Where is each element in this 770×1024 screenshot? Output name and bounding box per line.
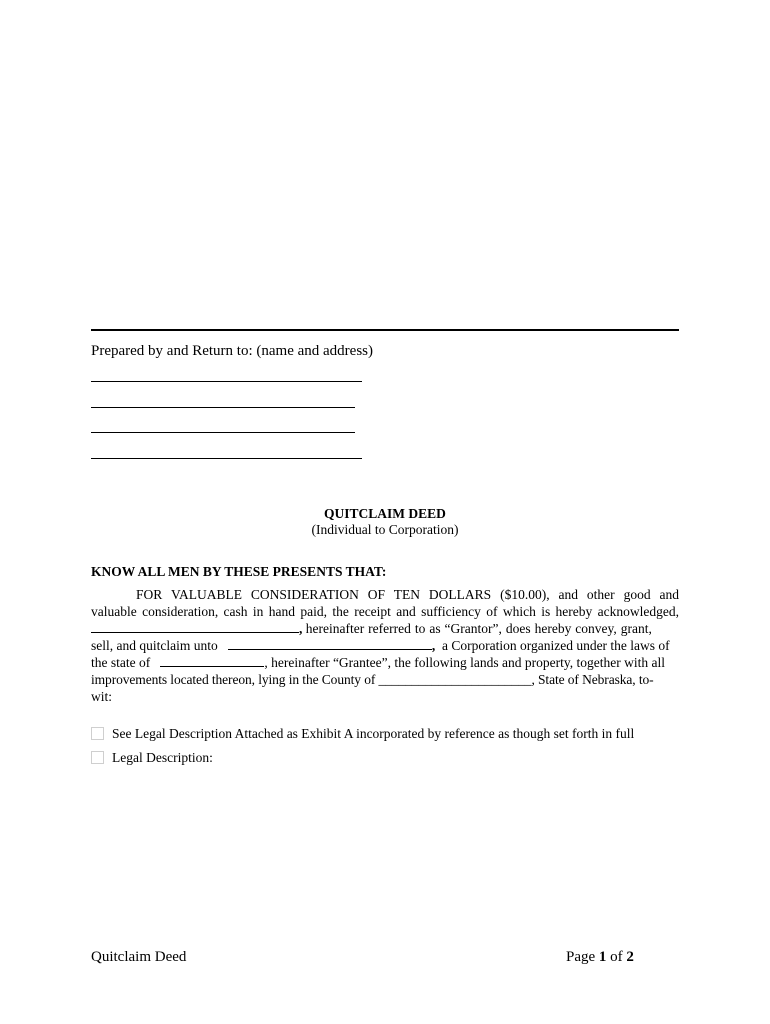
address-line-2[interactable] bbox=[91, 407, 355, 408]
document-title: QUITCLAIM DEED bbox=[324, 506, 446, 521]
footer-document-name: Quitclaim Deed bbox=[91, 949, 187, 965]
address-line-1[interactable] bbox=[91, 381, 362, 382]
body-line-2: valuable consideration, cash in hand paid, the receipt and sufficiency of which is hereby acknowledged, bbox=[91, 604, 679, 619]
footer-page-number: Page 1 of 2 bbox=[566, 949, 634, 965]
body-line-7: wit: bbox=[91, 689, 113, 704]
document-subtitle: (Individual to Corporation) bbox=[311, 522, 459, 537]
exhibit-option bbox=[91, 725, 634, 742]
exhibit-option-label: See Legal Description Attached as Exhibit A incorporated by reference as though set forth in full bbox=[112, 726, 635, 741]
legal-description-option bbox=[91, 749, 213, 766]
exhibit-checkbox[interactable] bbox=[91, 727, 104, 740]
body-line-4: sell, and quitclaim unto , a Corporation organized under the laws of bbox=[91, 638, 670, 653]
legal-description-checkbox[interactable] bbox=[91, 751, 104, 764]
header-rule bbox=[91, 329, 679, 331]
grantee-name-field[interactable] bbox=[228, 638, 432, 650]
intro-heading: KNOW ALL MEN BY THESE PRESENTS THAT: bbox=[91, 564, 387, 579]
prepared-by-label: Prepared by and Return to: (name and address) bbox=[91, 343, 373, 359]
body-line-5: the state of , hereinafter “Grantee”, the following lands and property, together with all bbox=[91, 655, 665, 670]
address-line-4[interactable] bbox=[91, 458, 362, 459]
body-line-3: , hereinafter referred to as “Grantor”, does hereby convey, grant, bbox=[91, 620, 679, 637]
legal-description-label: Legal Description: bbox=[112, 750, 213, 765]
body-line-1: FOR VALUABLE CONSIDERATION OF TEN DOLLARS ($10.00), and other good and bbox=[136, 587, 679, 602]
body-line-6: improvements located thereon, lying in the County of _______________________, State of Nebraska, to- bbox=[91, 672, 654, 687]
deed-body bbox=[91, 586, 679, 705]
state-field[interactable] bbox=[160, 655, 264, 667]
grantor-name-field[interactable] bbox=[91, 621, 299, 633]
address-line-3[interactable] bbox=[91, 432, 355, 433]
